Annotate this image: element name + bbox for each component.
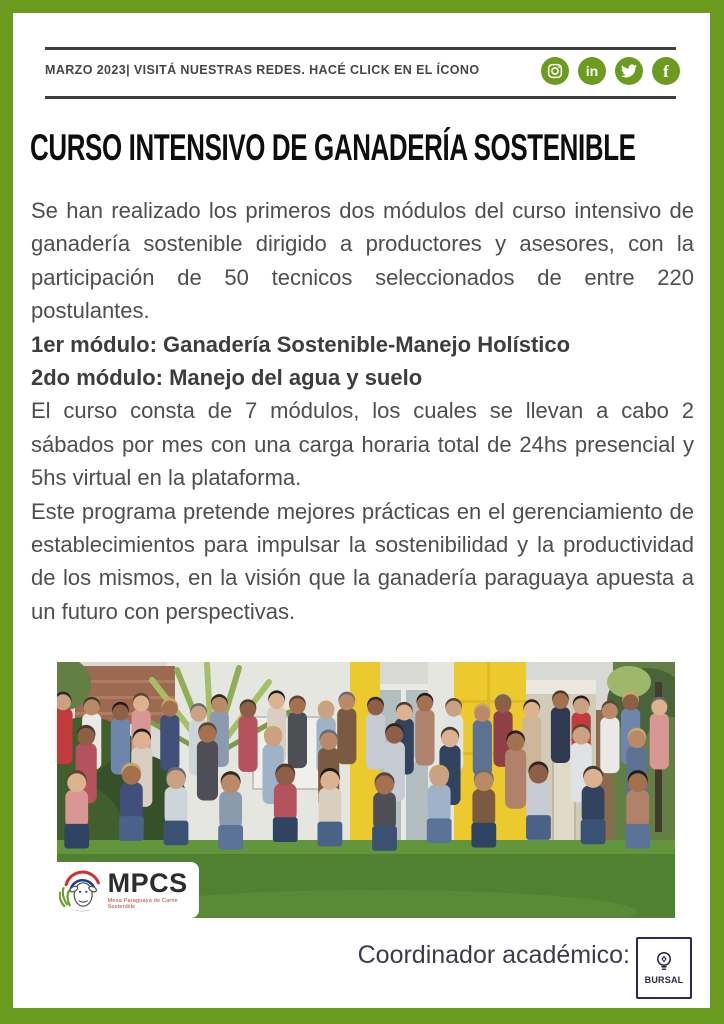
lightbulb-icon (655, 951, 673, 973)
mpcs-cow-icon (59, 864, 106, 916)
paragraph-2: El curso consta de 7 módulos, los cuales se llevan a cabo 2 sábados por mes con una carga horaria total de 24hs presencial y 5hs virtual en la plataforma. (31, 398, 694, 491)
header-bottom-rule (45, 96, 676, 99)
linkedin-icon[interactable]: in (578, 57, 606, 85)
bursal-logo (636, 937, 692, 999)
header-bar-text: MARZO 2023| VISITÁ NUESTRAS REDES. HACÉ CLICK EN EL ÍCONO (45, 63, 480, 77)
article-title: CURSO INTENSIVO DE GANADERÍA SOSTENIBLE (30, 127, 636, 168)
instagram-icon[interactable] (541, 57, 569, 85)
paragraph-1: Se han realizado los primeros dos módulos del curso intensivo de ganadería sostenible dirigido a productores y asesores, con la participación de 50 tecnicos seleccionados de entre 220 postulantes. (31, 198, 694, 324)
social-icons (541, 57, 680, 85)
module-1-line: 1er módulo: Ganadería Sostenible-Manejo Holístico (31, 331, 571, 357)
article-body (31, 194, 694, 628)
bursal-name: BURSAL (644, 975, 684, 985)
coordinator-label: Coordinador académico: (357, 941, 630, 969)
mpcs-acronym: MPCS (107, 868, 188, 898)
twitter-icon[interactable] (615, 57, 643, 85)
header-top-rule (45, 47, 676, 50)
facebook-icon[interactable]: f (652, 57, 680, 85)
mpcs-logo (57, 862, 199, 918)
module-2-line: 2do módulo: Manejo del agua y suelo (31, 365, 423, 391)
paragraph-3: Este programa pretende mejores prácticas en el gerenciamiento de establecimientos para impulsar la sostenibilidad y la productividad de los mismos, en la visión que la ganadería paraguaya apuesta a un futuro con perspectivas. (31, 498, 694, 624)
mpcs-tagline: Mesa Paraguaya de Carne Sostenible (107, 898, 178, 910)
